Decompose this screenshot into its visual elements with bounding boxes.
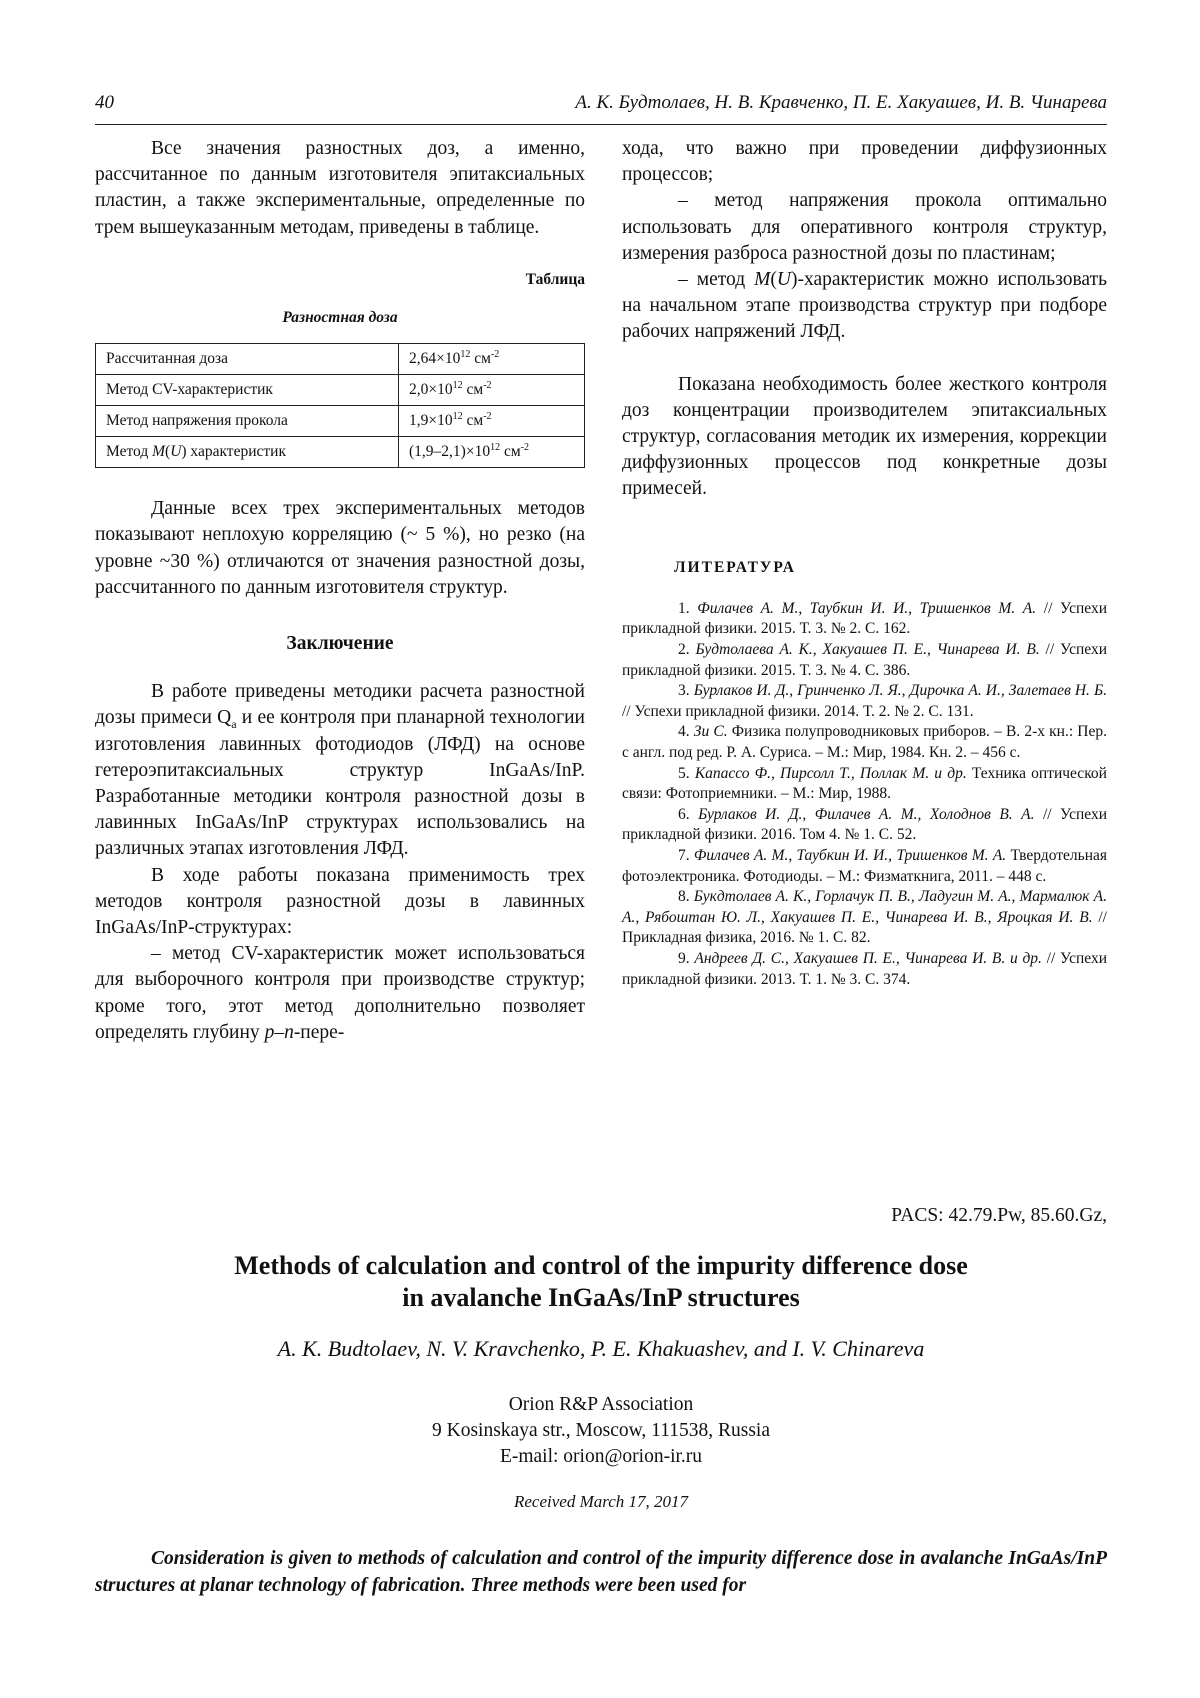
- references-heading: ЛИТЕРАТУРА: [674, 558, 796, 576]
- affiliation: [95, 1392, 1107, 1470]
- table-cell-value: $2,64\times 10^{12}$ $см^{-2}$: [399, 344, 585, 375]
- method-prokol-paragraph: – метод напряжения прокола оптимально использовать для оперативного контроля структур, измерения разброса разностной дозы по пластинам;: [622, 190, 1107, 264]
- english-abstract: Consideration is given to methods of calculation and control of the impurity difference dose in avalanche InGaAs/InP structures at planar technology of fabrication. Three methods were been used for: [95, 1548, 1107, 1596]
- reference-item: 4. Зи С. Физика полупроводниковых приборов. – В. 2-х кн.: Пер. с англ. под ред. Р. А. Суриса. – М.: Мир, 1984. Кн. 2. – 456 с.: [622, 723, 1108, 761]
- table-cell-value: $2,0\times 10^{12}$ $см^{-2}$: [399, 375, 585, 406]
- final-paragraph: Показана необходимость более жесткого контроля доз концентрации производителем эпитаксиальных структур, согласования методик их измерения, коррекции диффузионных процессов под конкретные дозы примесей.: [622, 373, 1107, 500]
- table-label: Таблица: [525, 270, 585, 288]
- table-row: [96, 406, 585, 437]
- reference-item: 7. Филачев А. М., Таубкин И. И., Тришенков М. А. Твердотельная фотоэлектроника. Фотодиоды. – М.: Физматкнига, 2011. – 448 с.: [622, 846, 1107, 885]
- table-cell-label: Метод CV-характеристик: [96, 375, 399, 406]
- method-mu-paragraph: – метод M(U)-характеристик можно использовать на начальном этапе производства структур при подборе рабочих напряжений ЛФД.: [622, 269, 1107, 343]
- continued-paragraph: хода, что важно при проведении диффузионных процессов;: [622, 138, 1107, 186]
- reference-item: 6. Бурлаков И. Д., Филачев А. М., Холоднов В. А. // Успехи прикладной физики. 2016. Том 4. № 1. С. 52.: [622, 805, 1108, 844]
- english-title-line-2: in avalanche InGaAs/InP structures: [402, 1283, 800, 1312]
- reference-item: 9. Андреев Д. С., Хакуашев П. Е., Чинарева И. В. и др. // Успехи прикладной физики. 2013. Т. 1. № 3. С. 374.: [622, 949, 1108, 988]
- table-cell-label: Рассчитанная доза: [96, 344, 399, 375]
- references-list: [622, 599, 1107, 990]
- reference-item: 5. Капассо Ф., Пирсолл Т., Поллак М. и др. Техника оптической связи: Фотоприемники. – М.: Мир, 1988.: [622, 764, 1107, 803]
- reference-item: 3. Бурлаков И. Д., Гринченко Л. Я., Дирочка А. И., Залетаев Н. Б. // Успехи прикладной физики. 2014. Т. 2. № 2. С. 131.: [622, 682, 1108, 720]
- table-row: [96, 375, 585, 406]
- after-table-paragraph: Данные всех трех экспериментальных методов показывают неплохую корреляцию (~ 5 %), но резко (на уровне ~30 %) отличаются от значения разностной дозы, рассчитанного по данным изготовителя структур.: [95, 498, 585, 598]
- right-column: [622, 136, 1107, 990]
- affiliation-org: Orion R&P Association: [508, 1394, 694, 1415]
- pacs-codes: PACS: 42.79.Pw, 85.60.Gz,: [891, 1205, 1107, 1226]
- affiliation-address: 9 Kosinskaya str., Moscow, 111538, Russia: [432, 1420, 770, 1441]
- affiliation-email: E-mail: orion@orion-ir.ru: [499, 1446, 703, 1467]
- reference-item: 1. Филачев А. М., Таубкин И. И., Тришенков М. А. // Успехи прикладной физики. 2015. Т. 3. № 2. С. 162.: [622, 599, 1108, 638]
- page-header: [95, 92, 1107, 122]
- paragraph-gap: [622, 346, 1107, 372]
- english-title-line-1: Methods of calculation and control of the impurity difference dose: [234, 1251, 968, 1280]
- table-row: [96, 344, 585, 375]
- conclusion-paragraph-3: – метод CV-характеристик может использоваться для выборочного контроля при производстве структур; кроме того, этот метод дополнительно позволяет определять глубину p–n-пере-: [95, 943, 585, 1043]
- table-cell-value: $1,9\times 10^{12}$ $см^{-2}$: [399, 406, 585, 437]
- dose-table: [95, 343, 585, 468]
- header-rule: [95, 124, 1107, 125]
- english-authors: A. K. Budtolaev, N. V. Kravchenko, P. E. Khakuashev, and I. V. Chinareva: [277, 1336, 925, 1361]
- reference-item: 8. Букдтолаев А. К., Горлачук П. В., Ладугин М. А., Мармалюк А. А., Рябоштан Ю. Л., Хакуашев П. Е., Чинарева И. В., Яроцкая И. В. // Прикладная физика, 2016. № 1. С. 82.: [622, 888, 1107, 947]
- received-date: Received March 17, 2017: [513, 1492, 689, 1511]
- reference-item: 2. Будтолаева А. К., Хакуашев П. Е., Чинарева И. В. // Успехи прикладной физики. 2015. Т. 3. № 4. С. 386.: [622, 641, 1108, 679]
- conclusion-paragraph-2: В ходе работы показана применимость трех методов контроля разностной дозы в лавинных InGaAs/InP-структурах:: [95, 864, 585, 939]
- table-cell-label: Метод M(U) характеристик: [96, 437, 399, 468]
- intro-paragraph: Все значения разностных доз, а именно, рассчитанное по данным изготовителя эпитаксиальных пластин, а также экспериментальные, определенные по трем вышеуказанным методам, приведены в таблице.: [95, 138, 585, 238]
- table-row: [96, 437, 585, 468]
- table-cell-value: $(1,9-2,1)\times 10^{12}$ $см^{-2}$: [399, 437, 585, 468]
- left-column: [95, 136, 585, 1046]
- conclusion-heading: Заключение: [286, 633, 394, 655]
- english-title: [95, 1250, 1107, 1314]
- conclusion-paragraph-1: В работе приведены методики расчета разностной дозы примеси $Q_a$ и ее контроля при планарной технологии изготовления лавинных фотодиодов (ЛФД) на основе гетероэпитаксиальных структур InGaAs/InP. Разработанные методики контроля разностной дозы в лавинных InGaAs/InP структурах использовались на различных этапах изготовления ЛФД.: [95, 681, 585, 860]
- table-cell-label: Метод напряжения прокола: [96, 406, 399, 437]
- running-head: А. К. Будтолаев, Н. В. Кравченко, П. Е. Хакуашев, И. В. Чинарева: [575, 92, 1107, 113]
- page-number: 40: [95, 92, 114, 113]
- table-caption: Разностная доза: [282, 309, 398, 327]
